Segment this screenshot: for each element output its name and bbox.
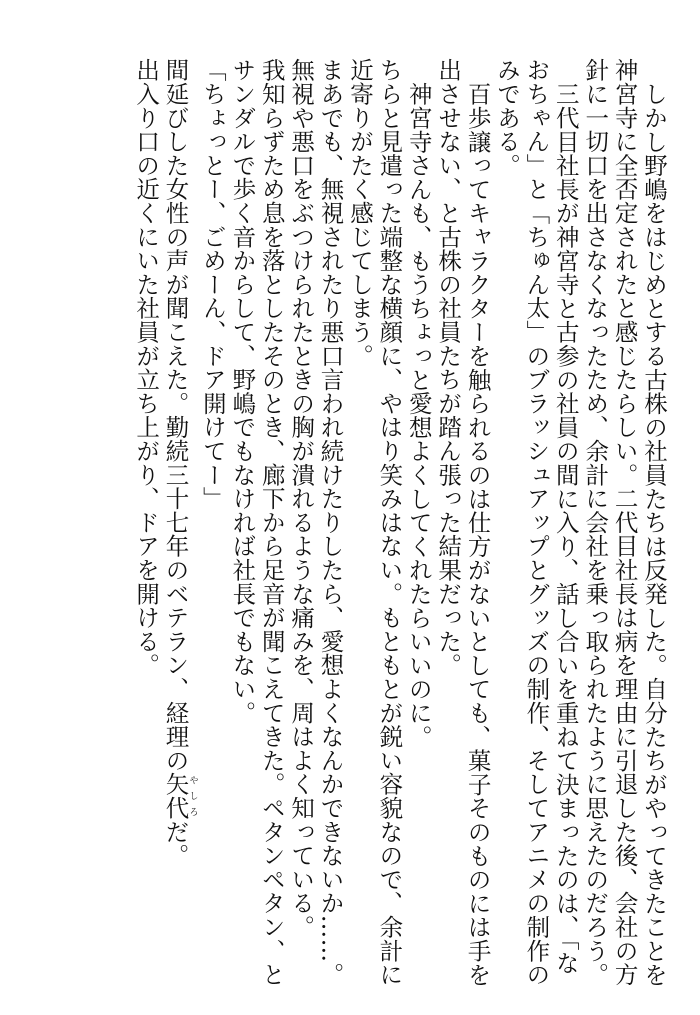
paragraph-10-before: 間延びした女性の声が聞こえた。勤続三十七年のベテラン、経理の — [161, 58, 190, 772]
vertical-text-body — [18, 58, 668, 988]
paragraph-3: 百歩譲ってキャラクターを触られるのは仕方がないとしても、菓子そのものには手を出させない、と古株の社員たちが踏ん張った結果だった。 — [434, 58, 492, 986]
paragraph-7: 無視や悪口をぶつけられたときの胸が潰れるような痛みを、周はよく知っている。 — [287, 58, 316, 939]
ruby-base: 矢代 — [161, 772, 190, 820]
ruby-yashiro — [161, 772, 198, 820]
paragraph-4: 神宮寺さんも、もうちょっと愛想よくしてくれたらいいのに。 — [404, 81, 433, 748]
paragraph-5: ちらと見遣った端整な横顔に、やはり笑みはない。もともとが鋭い容貌なので、余計に近寄りがたく感じてしまう。 — [345, 58, 404, 987]
paragraph-6: まあでも、無視されたり悪口言われ続けたりしたら、愛想よくなんかできないか……。 — [316, 58, 345, 987]
paragraph-9: 「ちょっとー、ごめーん、ドア開けてー」 — [198, 58, 227, 511]
paragraph-2: 三代目社長が神宮寺と古参の社員の間に入り、話し合いを重ねて決まったのは、「なおちゃん」と「ちゅん太」のブラッシュアップとグッズの制作、そしてアニメの制作のみである。 — [492, 58, 580, 987]
ruby-reading: やしろ — [187, 772, 198, 820]
paragraph-10-after: だ。 — [161, 819, 190, 868]
paragraph-11: 出入り口の近くにいた社員が立ち上がり、ドアを開ける。 — [132, 58, 161, 677]
paragraph-10 — [160, 58, 197, 988]
paragraph-1: しかし野嶋をはじめとする古株の社員たちは反発した。自分たちがやってきたことを神宮寺に全否定されたと感じたらしい。二代目社長は病を理由に引退した後、会社の方針に一切口を出さなくなったため、余計に会社を乗っ取られたように思えたのだろう。 — [581, 58, 668, 987]
paragraph-8: 我知らずため息を落としたそのとき、廊下から足音が聞こえてきた。ペタンペタン、とサンダルで歩く音からして、野嶋でもなければ社長でもない。 — [228, 58, 286, 987]
